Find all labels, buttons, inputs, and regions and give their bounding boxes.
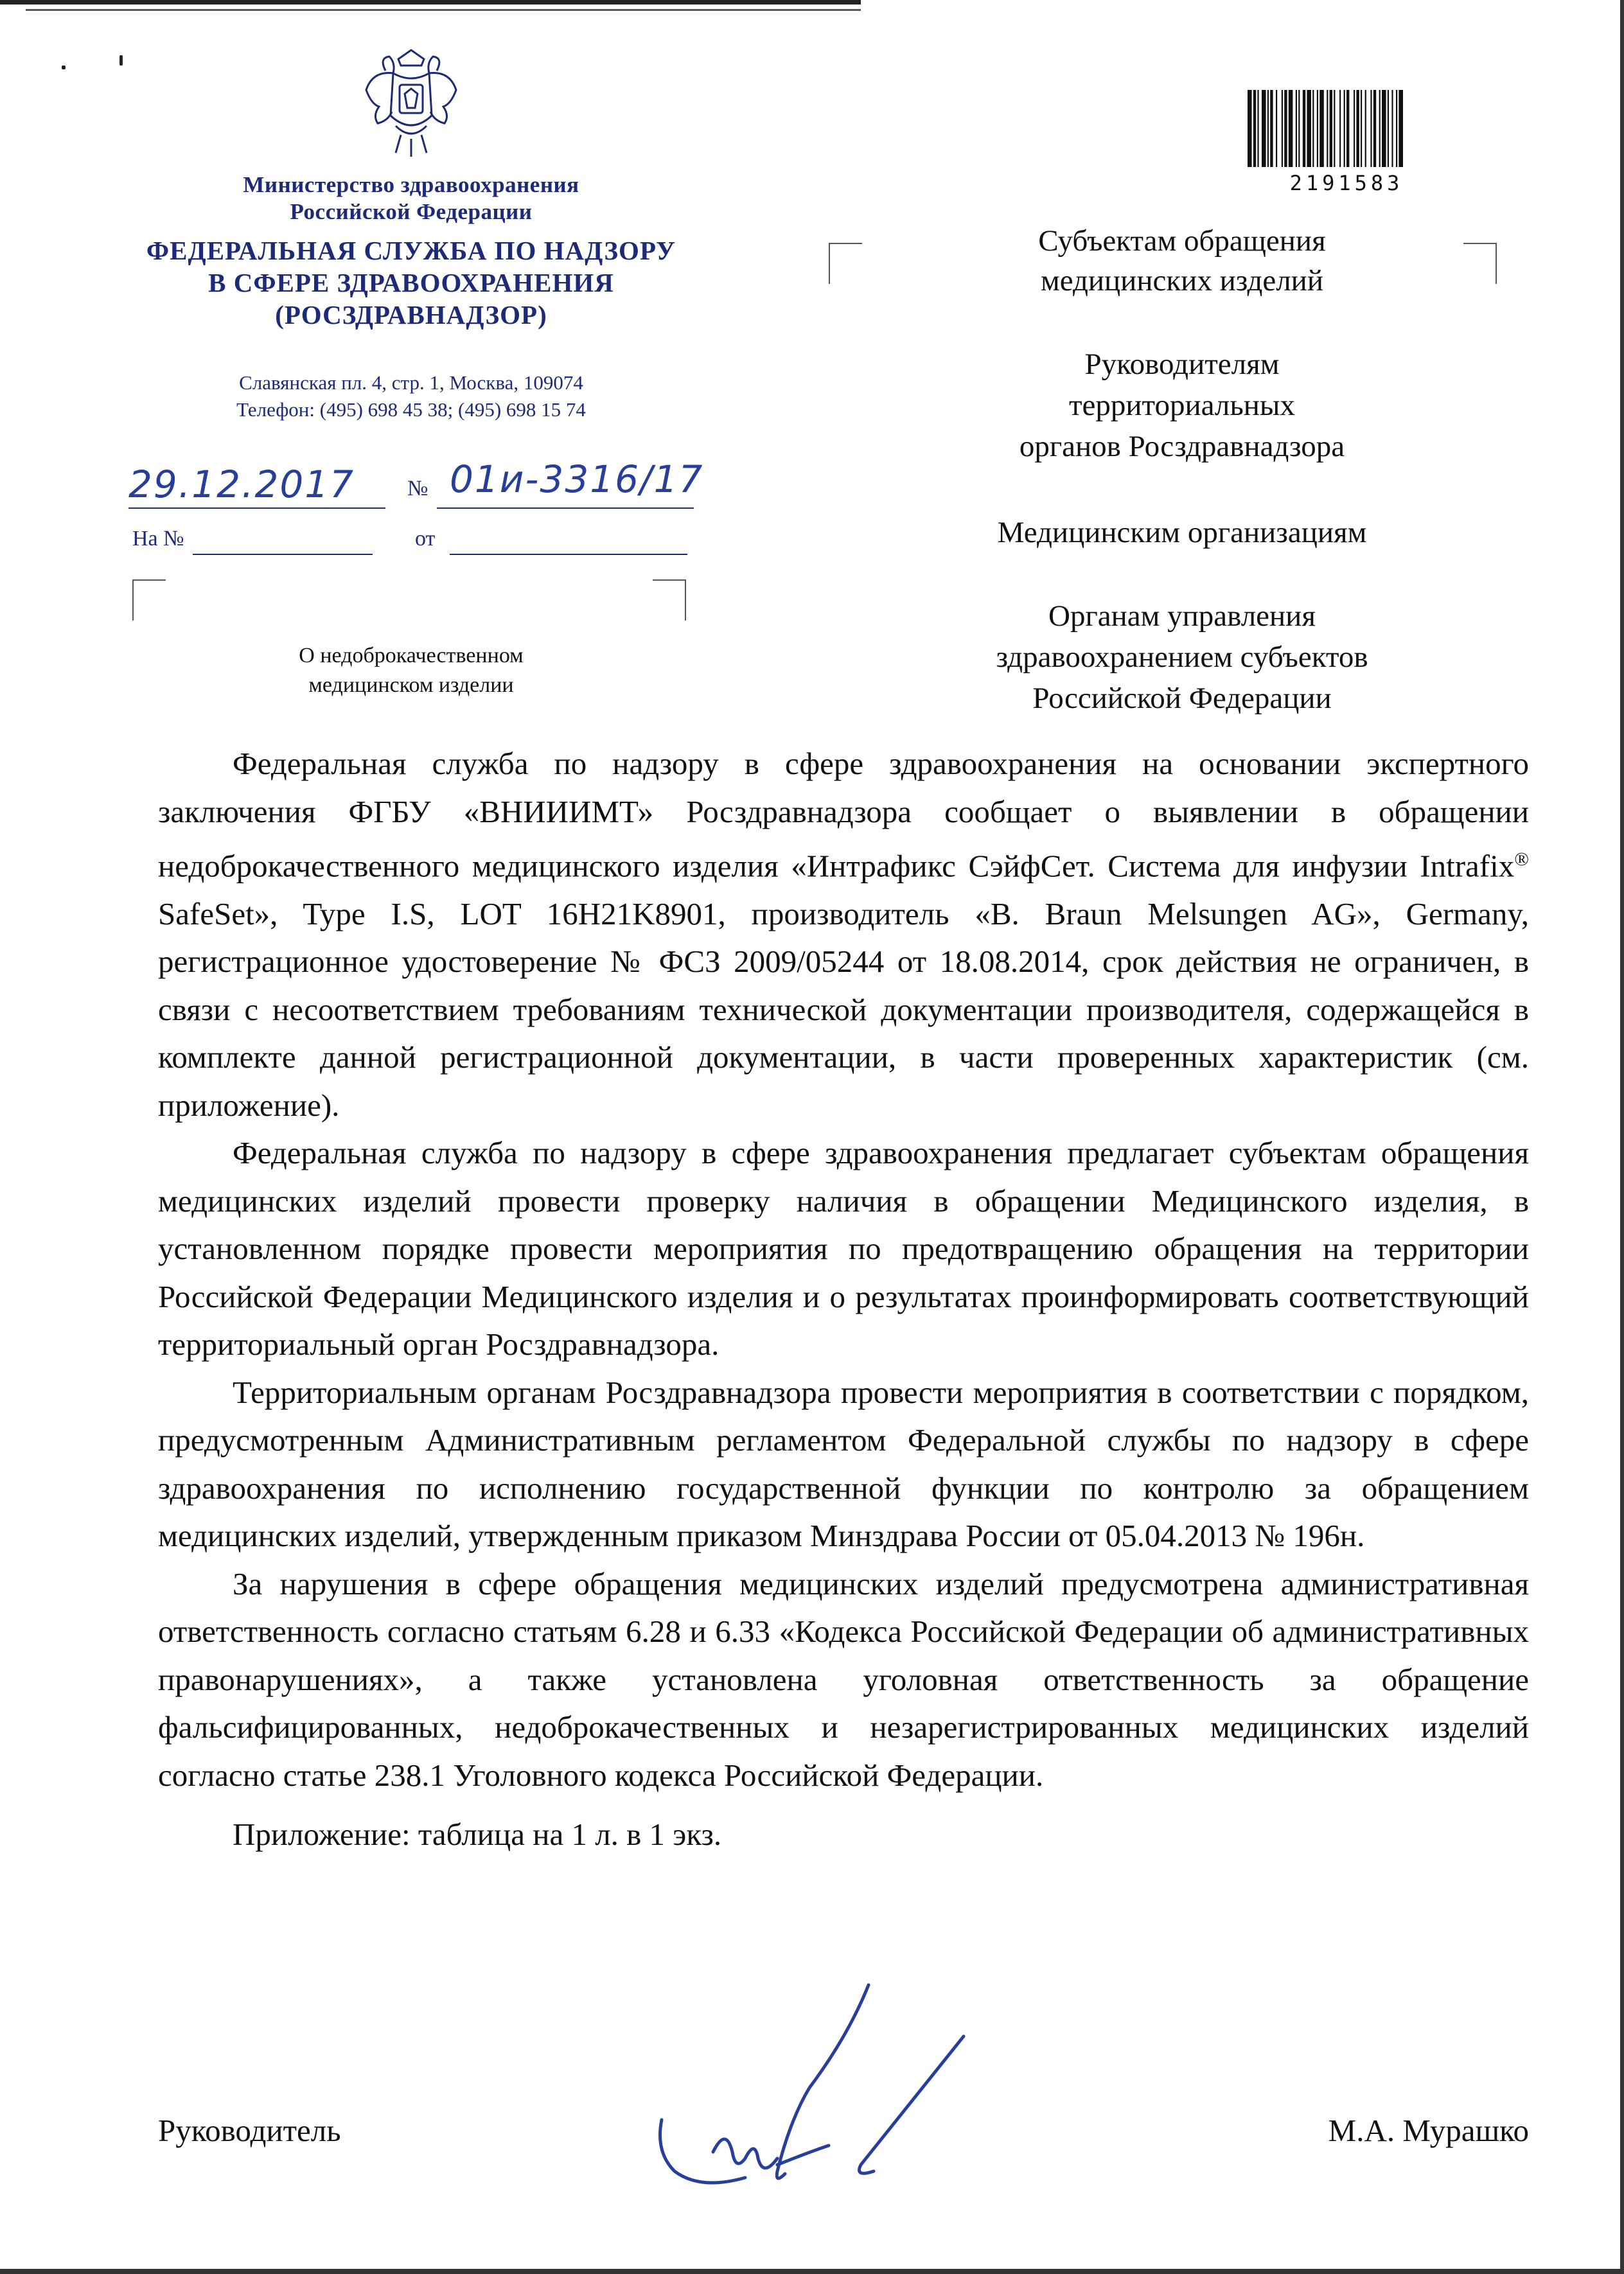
- addressee-line: Руководителям: [1084, 348, 1280, 381]
- barcode-bar: [1388, 90, 1389, 167]
- barcode-bar: [1327, 90, 1328, 167]
- letter-body: [158, 740, 1529, 1859]
- addressee-line: Субъектам обращения: [1038, 224, 1326, 258]
- addressee-line: здравоохранением субъектов: [996, 640, 1368, 674]
- barcode-bar: [1253, 90, 1256, 167]
- addressee-corner-left: [829, 243, 862, 284]
- addressee-line: органов Росздравнадзора: [1019, 430, 1345, 463]
- addressee-line: медицинских изделий: [1040, 264, 1323, 297]
- paragraph-4: За нарушения в сфере обращения медицинских изделий предусмотрена административная ответственность согласно статьям 6.28 и 6.33 «Кодекса Российской Федерации об административных правонарушениях», а также установлена уголовная ответственность за обращение фальсифицированных, недоброкачественных и незарегистрированных медицинских изделий согласно статье 238.1 Уголовного кодекса Российской Федерации.: [158, 1565, 1529, 1793]
- subject-line2: медицинском изделии: [308, 673, 514, 697]
- service-name-line1: ФЕДЕРАЛЬНАЯ СЛУЖБА ПО НАДЗОРУ: [146, 236, 676, 265]
- barcode-bar: [1317, 90, 1318, 167]
- addressee-line: Органам управления: [1048, 599, 1316, 633]
- service-name-line3: (РОСЗДРАВНАДЗОР): [275, 300, 547, 330]
- barcode-bar: [1346, 90, 1349, 167]
- reply-date-line: [450, 554, 687, 555]
- barcode-bar: [1312, 90, 1314, 167]
- barcode-bar: [1356, 90, 1359, 167]
- barcode-bar: [1379, 90, 1381, 167]
- barcode-bar: [1399, 90, 1403, 167]
- registered-mark: ®: [1514, 849, 1529, 870]
- paragraph-2: Федеральная служба по надзору в сфере здравоохранения предлагает субъектам обращения медицинских изделий провести проверку наличия в обращении Медицинского изделия, в установленном порядке провести мероприятия по предотвращению обращения на территории Российской Федерации Медицинского изделия и о результатах проинформировать соответствующий территориальный орган Росздравнадзора.: [158, 1135, 1529, 1362]
- state-emblem-icon: [360, 45, 463, 161]
- subject-corner-left: [132, 579, 166, 621]
- addressee-line: территориальных: [1068, 389, 1296, 422]
- barcode-bar: [1276, 90, 1277, 167]
- barcode-bar: [1370, 90, 1372, 167]
- barcode-bar: [1365, 90, 1366, 167]
- barcode-bar: [1296, 90, 1297, 167]
- barcode-bar: [1267, 90, 1269, 167]
- barcode-bar: [1257, 90, 1258, 167]
- signatory-position: Руководитель: [158, 2113, 341, 2148]
- barcode-bar: [1320, 90, 1324, 167]
- paragraph-1-part-b: SafeSet», Type I.S, LOT 16H21K8901, производитель «B. Braun Melsungen AG», Germany, регистрационное удостоверение № ФСЗ 2009/05244 от 18.08.2014, срок действия не ограничен, в связи с несоответствием требованиям технической документации производителя, содержащейся в комплекте данной регистрационной документации, в части проверенных характеристик (см. приложение).: [158, 895, 1529, 1123]
- barcode-bar: [1382, 90, 1386, 167]
- ministry-name-line1: Министерство здравоохранения: [243, 172, 579, 197]
- barcode-bar: [1344, 90, 1345, 167]
- paragraph-1-part-a: Федеральная служба по надзору в сфере здравоохранения на основании экспертного заключения ФГБУ «ВНИИИМТ» Росздравнадзора сообщает о выявлении в обращении недоброкачественного медицинского изделия «Интрафикс СэйфСет. Система для инфузии Intrafix: [158, 746, 1529, 884]
- phone: Телефон: (495) 698 45 38; (495) 698 15 74: [236, 398, 586, 421]
- number-sign: №: [407, 477, 428, 500]
- barcode-bar: [1284, 90, 1287, 167]
- barcode-bar: [1270, 90, 1273, 167]
- outgoing-number: 01и-3316/17: [450, 457, 704, 501]
- barcode-bar: [1303, 90, 1305, 167]
- barcode-bar: [1307, 90, 1311, 167]
- scan-speck: [119, 55, 123, 66]
- barcode-bar: [1339, 90, 1341, 167]
- service-name-line2: В СФЕРЕ ЗДРАВООХРАНЕНИЯ: [208, 268, 614, 297]
- barcode-bar: [1373, 90, 1376, 167]
- barcode-bar: [1298, 90, 1300, 167]
- outgoing-date: 29.12.2017: [128, 463, 355, 506]
- addressee-corner-right: [1463, 243, 1497, 284]
- reply-to-label: На №: [132, 527, 184, 551]
- barcode-bar: [1330, 90, 1332, 167]
- scan-bottom-edge: [0, 2269, 1624, 2274]
- handwritten-signature: [617, 1959, 1015, 2210]
- attachment-note: Приложение: таблица на 1 л. в 1 экз.: [233, 1817, 722, 1853]
- number-underline: [437, 507, 694, 509]
- barcode-bar: [1391, 90, 1393, 167]
- paragraph-1: [158, 740, 1529, 1129]
- addressee-line: Российской Федерации: [1032, 682, 1332, 715]
- scan-top-edge-shadow: [26, 9, 861, 11]
- scan-top-edge: [0, 0, 861, 4]
- barcode-bar: [1396, 90, 1397, 167]
- reply-from-label: от: [415, 527, 436, 551]
- barcode-bar: [1361, 90, 1362, 167]
- scan-right-edge: [1620, 0, 1624, 2274]
- date-underline: [128, 507, 385, 509]
- barcode-bar: [1262, 90, 1266, 167]
- address: Славянская пл. 4, стр. 1, Москва, 109074: [239, 371, 583, 394]
- barcode-bar: [1248, 90, 1252, 167]
- barcode: [1248, 90, 1445, 167]
- paragraph-3: Территориальным органам Росздравнадзора провести мероприятия в соответствии с порядком, предусмотренным Административным регламентом Федеральной службы по надзору в сфере здравоохранения по исполнению государственной функции по контролю за обращением медицинских изделий, утвержденным приказом Минздрава России от 05.04.2013 № 196н.: [158, 1374, 1529, 1554]
- addressee-line: Медицинским организациям: [997, 516, 1367, 549]
- ministry-name-line2: Российской Федерации: [290, 199, 533, 224]
- signatory-name: М.А. Мурашко: [1328, 2113, 1529, 2148]
- barcode-number: 2191583: [1289, 171, 1404, 195]
- barcode-bar: [1289, 90, 1293, 167]
- scan-speck: [62, 66, 66, 69]
- barcode-bar: [1334, 90, 1335, 167]
- subject-corner-right: [653, 579, 686, 621]
- subject-line1: О недоброкачественном: [299, 644, 524, 667]
- barcode-bar: [1282, 90, 1283, 167]
- barcode-bar: [1354, 90, 1355, 167]
- reply-number-line: [193, 554, 373, 555]
